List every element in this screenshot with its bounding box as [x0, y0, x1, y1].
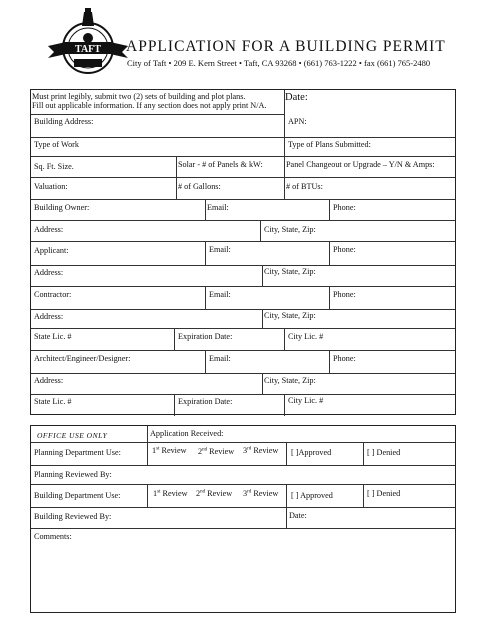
btus-field[interactable]: # of BTUs: — [286, 182, 323, 191]
contractor-expiration-field[interactable]: Expiration Date: — [178, 332, 233, 341]
review-2-label: Review — [209, 447, 235, 456]
owner-city-state-zip-field[interactable]: City, State, Zip: — [264, 225, 316, 234]
architect-phone-field[interactable]: Phone: — [333, 354, 356, 363]
b-review-2-sup: nd — [200, 489, 206, 495]
instructions-line-2: Fill out applicable information. If any section does not apply print N/A. — [32, 101, 267, 110]
planning-dept-use-label: Planning Department Use: — [34, 448, 121, 457]
review-1-label: Review — [161, 446, 187, 455]
b-review-3-sup: rd — [247, 489, 252, 495]
architect-email-field[interactable]: Email: — [209, 354, 231, 363]
comments-field[interactable]: Comments: — [34, 532, 72, 541]
review-3-num: 3 — [243, 446, 248, 455]
gallons-field[interactable]: # of Gallons: — [178, 182, 221, 191]
contractor-address-field[interactable]: Address: — [34, 312, 64, 321]
planning-approved-checkbox[interactable]: [ ]Approved — [291, 448, 332, 457]
architect-state-lic-field[interactable]: State Lic. # — [34, 397, 72, 406]
apn-field[interactable]: APN: — [288, 117, 307, 126]
b-review-3-label: Review — [253, 489, 279, 498]
applicant-city-state-zip-field[interactable]: City, State, Zip: — [264, 267, 316, 276]
review-1-sup: st — [156, 446, 160, 452]
building-reviewed-by-field[interactable]: Building Reviewed By: — [34, 512, 112, 521]
building-dept-use-label: Building Department Use: — [34, 491, 121, 500]
applicant-address-field[interactable]: Address: — [34, 268, 64, 277]
logo-text: TAFT — [75, 44, 101, 55]
building-review-3[interactable] — [243, 489, 278, 499]
contractor-city-lic-field[interactable]: City Lic. # — [288, 332, 324, 341]
planning-review-2[interactable] — [198, 447, 234, 457]
date-label: Date: — [285, 92, 308, 103]
planning-denied-checkbox[interactable]: [ ] Denied — [367, 448, 401, 457]
building-review-1[interactable] — [153, 489, 188, 499]
building-approved-checkbox[interactable]: [ ] Approved — [291, 491, 333, 500]
building-review-2[interactable] — [196, 489, 232, 499]
review-3-sup: rd — [247, 446, 252, 452]
contractor-field[interactable]: Contractor: — [34, 290, 72, 299]
architect-expiration-field[interactable]: Expiration Date: — [178, 397, 233, 406]
instructions-line-1: Must print legibly, submit two (2) sets of building and plot plans. — [32, 92, 246, 101]
b-review-2-num: 2 — [196, 489, 201, 498]
review-3-label: Review — [253, 446, 279, 455]
planning-review-1[interactable] — [152, 446, 187, 456]
owner-phone-field[interactable]: Phone: — [333, 203, 356, 212]
architect-city-lic-field[interactable]: City Lic. # — [288, 396, 324, 405]
type-of-plans-field[interactable]: Type of Plans Submitted: — [288, 140, 371, 149]
b-review-1-num: 1 — [153, 489, 158, 498]
solar-field[interactable]: Solar - # of Panels & kW: — [178, 160, 263, 169]
b-review-1-label: Review — [162, 489, 188, 498]
b-review-3-num: 3 — [243, 489, 248, 498]
review-2-num: 2 — [198, 447, 203, 456]
architect-address-field[interactable]: Address: — [34, 376, 64, 385]
contractor-state-lic-field[interactable]: State Lic. # — [34, 332, 72, 341]
applicant-phone-field[interactable]: Phone: — [333, 245, 356, 254]
office-use-section — [30, 425, 456, 613]
owner-address-field[interactable]: Address: — [34, 225, 64, 234]
contractor-phone-field[interactable]: Phone: — [333, 290, 356, 299]
type-of-work-field[interactable]: Type of Work — [34, 140, 80, 149]
applicant-email-field[interactable]: Email: — [209, 245, 231, 254]
b-review-1-sup: st — [157, 489, 161, 495]
contractor-city-state-zip-field[interactable]: City, State, Zip: — [264, 311, 316, 320]
review-date-field[interactable]: Date: — [289, 511, 307, 520]
architect-field[interactable]: Architect/Engineer/Designer: — [34, 354, 131, 363]
city-address: City of Taft • 209 E. Kern Street • Taft, CA 93268 • (661) 763-1222 • fax (661) 765-2480 — [127, 58, 431, 68]
application-form — [30, 89, 456, 415]
city-seal-logo — [46, 4, 130, 84]
planning-reviewed-by-field[interactable]: Planning Reviewed By: — [34, 470, 112, 479]
sq-ft-field[interactable]: Sq. Ft. Size. — [34, 162, 74, 171]
contractor-email-field[interactable]: Email: — [209, 290, 231, 299]
building-address-field[interactable]: Building Address: — [34, 117, 94, 126]
office-use-only-label: OFFICE USE ONLY — [37, 431, 108, 440]
building-denied-checkbox[interactable]: [ ] Denied — [367, 489, 401, 498]
building-owner-field[interactable]: Building Owner: — [34, 203, 90, 212]
review-2-sup: nd — [202, 447, 208, 453]
applicant-field[interactable]: Applicant: — [34, 246, 69, 255]
application-received-field[interactable]: Application Received: — [150, 429, 224, 438]
planning-review-3[interactable] — [243, 446, 278, 456]
b-review-2-label: Review — [207, 489, 233, 498]
page-title: APPLICATION FOR A BUILDING PERMIT — [126, 38, 446, 55]
architect-city-state-zip-field[interactable]: City, State, Zip: — [264, 376, 316, 385]
valuation-field[interactable]: Valuation: — [34, 182, 68, 191]
owner-email-field[interactable]: Email: — [207, 203, 229, 212]
review-1-num: 1 — [152, 446, 157, 455]
panel-changeout-field[interactable]: Panel Changeout or Upgrade – Y/N & Amps: — [286, 160, 435, 169]
